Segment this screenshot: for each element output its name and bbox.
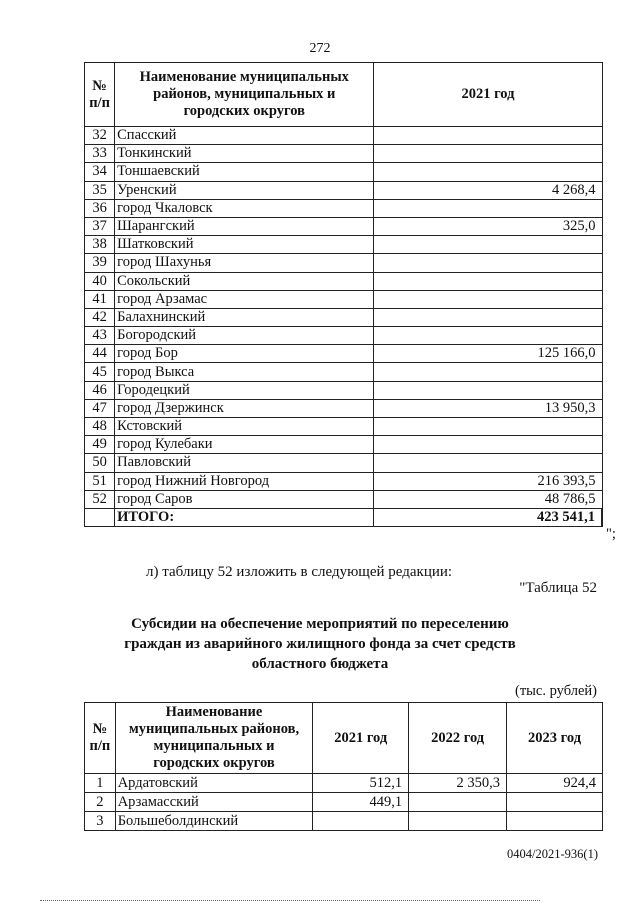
- total-label: ИТОГО:: [115, 508, 374, 526]
- value-2021: [374, 290, 602, 308]
- municipality-name: Шатковский: [115, 236, 374, 254]
- value-2021: 449,1: [313, 793, 409, 812]
- municipality-name: Городецкий: [115, 381, 374, 399]
- row-number: 36: [85, 199, 115, 217]
- table-row: [85, 236, 603, 254]
- table-header-row: [85, 703, 603, 774]
- table-row: [85, 290, 603, 308]
- table-row: [85, 436, 603, 454]
- row-number: 41: [85, 290, 115, 308]
- value-2021: [374, 308, 602, 326]
- total-value: 423 541,1: [374, 508, 602, 526]
- municipality-name: Павловский: [115, 454, 374, 472]
- document-code: 0404/2021-936(1): [507, 847, 598, 861]
- municipality-name: город Бор: [115, 345, 374, 363]
- municipality-name: город Нижний Новгород: [115, 472, 374, 490]
- value-2021: 48 786,5: [374, 490, 602, 508]
- value-2021: [374, 127, 602, 145]
- table-row: [85, 127, 603, 145]
- column-header-number: № п/п: [85, 63, 115, 127]
- table-row: [85, 272, 603, 290]
- value-2021: [374, 163, 602, 181]
- value-2021: [374, 272, 602, 290]
- value-2022: 2 350,3: [409, 774, 507, 793]
- row-number: 39: [85, 254, 115, 272]
- column-header-name: Наименование муниципальных районов, муниципальных и городских округов: [115, 63, 374, 127]
- row-number: 45: [85, 363, 115, 381]
- value-2021: [374, 381, 602, 399]
- municipality-name: Спасский: [115, 127, 374, 145]
- table-header-row: [85, 63, 603, 127]
- table-row: [85, 399, 603, 417]
- row-number: 3: [85, 812, 116, 831]
- total-row: [85, 508, 603, 526]
- value-2021: [374, 145, 602, 163]
- row-number: 37: [85, 217, 115, 235]
- column-header-2021: 2021 год: [313, 703, 409, 774]
- municipality-name: город Саров: [115, 490, 374, 508]
- value-2021: 512,1: [313, 774, 409, 793]
- row-number: 1: [85, 774, 116, 793]
- municipality-name: город Дзержинск: [115, 399, 374, 417]
- municipality-name: Тонкинский: [115, 145, 374, 163]
- total-number-cell: [85, 508, 115, 526]
- table-row: [85, 472, 603, 490]
- municipality-name: город Кулебаки: [115, 436, 374, 454]
- row-number: 48: [85, 418, 115, 436]
- row-number: 32: [85, 127, 115, 145]
- table-caption: "Таблица 52: [519, 580, 597, 596]
- table-row: [85, 327, 603, 345]
- value-2021: [313, 812, 409, 831]
- municipality-name: Большеболдинский: [115, 812, 313, 831]
- table-row: [85, 793, 603, 812]
- row-number: 46: [85, 381, 115, 399]
- heading-line-1: Субсидии на обеспечение мероприятий по переселению: [131, 616, 509, 632]
- row-number: 2: [85, 793, 116, 812]
- table-row: [85, 381, 603, 399]
- row-number: 43: [85, 327, 115, 345]
- row-number: 40: [85, 272, 115, 290]
- table-body: [85, 127, 603, 509]
- value-2021: [374, 254, 602, 272]
- table-row: [85, 454, 603, 472]
- table-row: [85, 345, 603, 363]
- closing-quote-mark: ";: [606, 526, 616, 542]
- row-number: 34: [85, 163, 115, 181]
- scan-artifact-line: [40, 900, 540, 903]
- table-row: [85, 145, 603, 163]
- row-number: 52: [85, 490, 115, 508]
- municipality-name: город Арзамас: [115, 290, 374, 308]
- heading-line-3: областного бюджета: [251, 656, 389, 672]
- subsidy-table-52: [84, 702, 603, 831]
- table-heading: [100, 614, 540, 674]
- municipality-name: Шарангский: [115, 217, 374, 235]
- value-2021: 4 268,4: [374, 181, 602, 199]
- value-2023: 924,4: [507, 774, 603, 793]
- value-2021: 13 950,3: [374, 399, 602, 417]
- value-2021: [374, 327, 602, 345]
- municipality-name: Кстовский: [115, 418, 374, 436]
- heading-line-2: граждан из аварийного жилищного фонда за счет средств: [124, 636, 516, 652]
- municipality-name: Тоншаевский: [115, 163, 374, 181]
- row-number: 50: [85, 454, 115, 472]
- value-2021: [374, 418, 602, 436]
- value-2022: [409, 793, 507, 812]
- row-number: 35: [85, 181, 115, 199]
- row-number: 42: [85, 308, 115, 326]
- value-2021: [374, 236, 602, 254]
- column-header-2021: 2021 год: [374, 63, 602, 127]
- table-row: [85, 217, 603, 235]
- municipality-name: город Шахунья: [115, 254, 374, 272]
- value-2021: [374, 363, 602, 381]
- column-header-2022: 2022 год: [409, 703, 507, 774]
- value-2023: [507, 793, 603, 812]
- column-header-name: Наименование муниципальных районов, муниципальных и городских округов: [115, 703, 313, 774]
- column-header-number: № п/п: [85, 703, 116, 774]
- table-row: [85, 199, 603, 217]
- value-2021: 325,0: [374, 217, 602, 235]
- municipality-name: Сокольский: [115, 272, 374, 290]
- subsidy-table-continued: [84, 62, 603, 527]
- municipality-name: город Чкаловск: [115, 199, 374, 217]
- amendment-instruction: л) таблицу 52 изложить в следующей редакции:: [146, 564, 453, 580]
- municipality-name: Богородский: [115, 327, 374, 345]
- table-row: [85, 363, 603, 381]
- value-2021: [374, 436, 602, 454]
- table-row: [85, 418, 603, 436]
- value-2021: 125 166,0: [374, 345, 602, 363]
- table-row: [85, 163, 603, 181]
- value-2021: 216 393,5: [374, 472, 602, 490]
- municipality-name: город Выкса: [115, 363, 374, 381]
- table-row: [85, 181, 603, 199]
- row-number: 44: [85, 345, 115, 363]
- municipality-name: Уренский: [115, 181, 374, 199]
- row-number: 33: [85, 145, 115, 163]
- municipality-name: Балахнинский: [115, 308, 374, 326]
- column-header-2023: 2023 год: [507, 703, 603, 774]
- table-row: [85, 812, 603, 831]
- value-2023: [507, 812, 603, 831]
- table-body: [85, 774, 603, 831]
- municipality-name: Арзамасский: [115, 793, 313, 812]
- units-label: (тыс. рублей): [515, 683, 597, 699]
- row-number: 47: [85, 399, 115, 417]
- row-number: 51: [85, 472, 115, 490]
- table-row: [85, 308, 603, 326]
- value-2021: [374, 199, 602, 217]
- table-row: [85, 490, 603, 508]
- table-row: [85, 774, 603, 793]
- row-number: 49: [85, 436, 115, 454]
- row-number: 38: [85, 236, 115, 254]
- table-row: [85, 254, 603, 272]
- value-2022: [409, 812, 507, 831]
- value-2021: [374, 454, 602, 472]
- page-number: 272: [309, 41, 331, 56]
- municipality-name: Ардатовский: [115, 774, 313, 793]
